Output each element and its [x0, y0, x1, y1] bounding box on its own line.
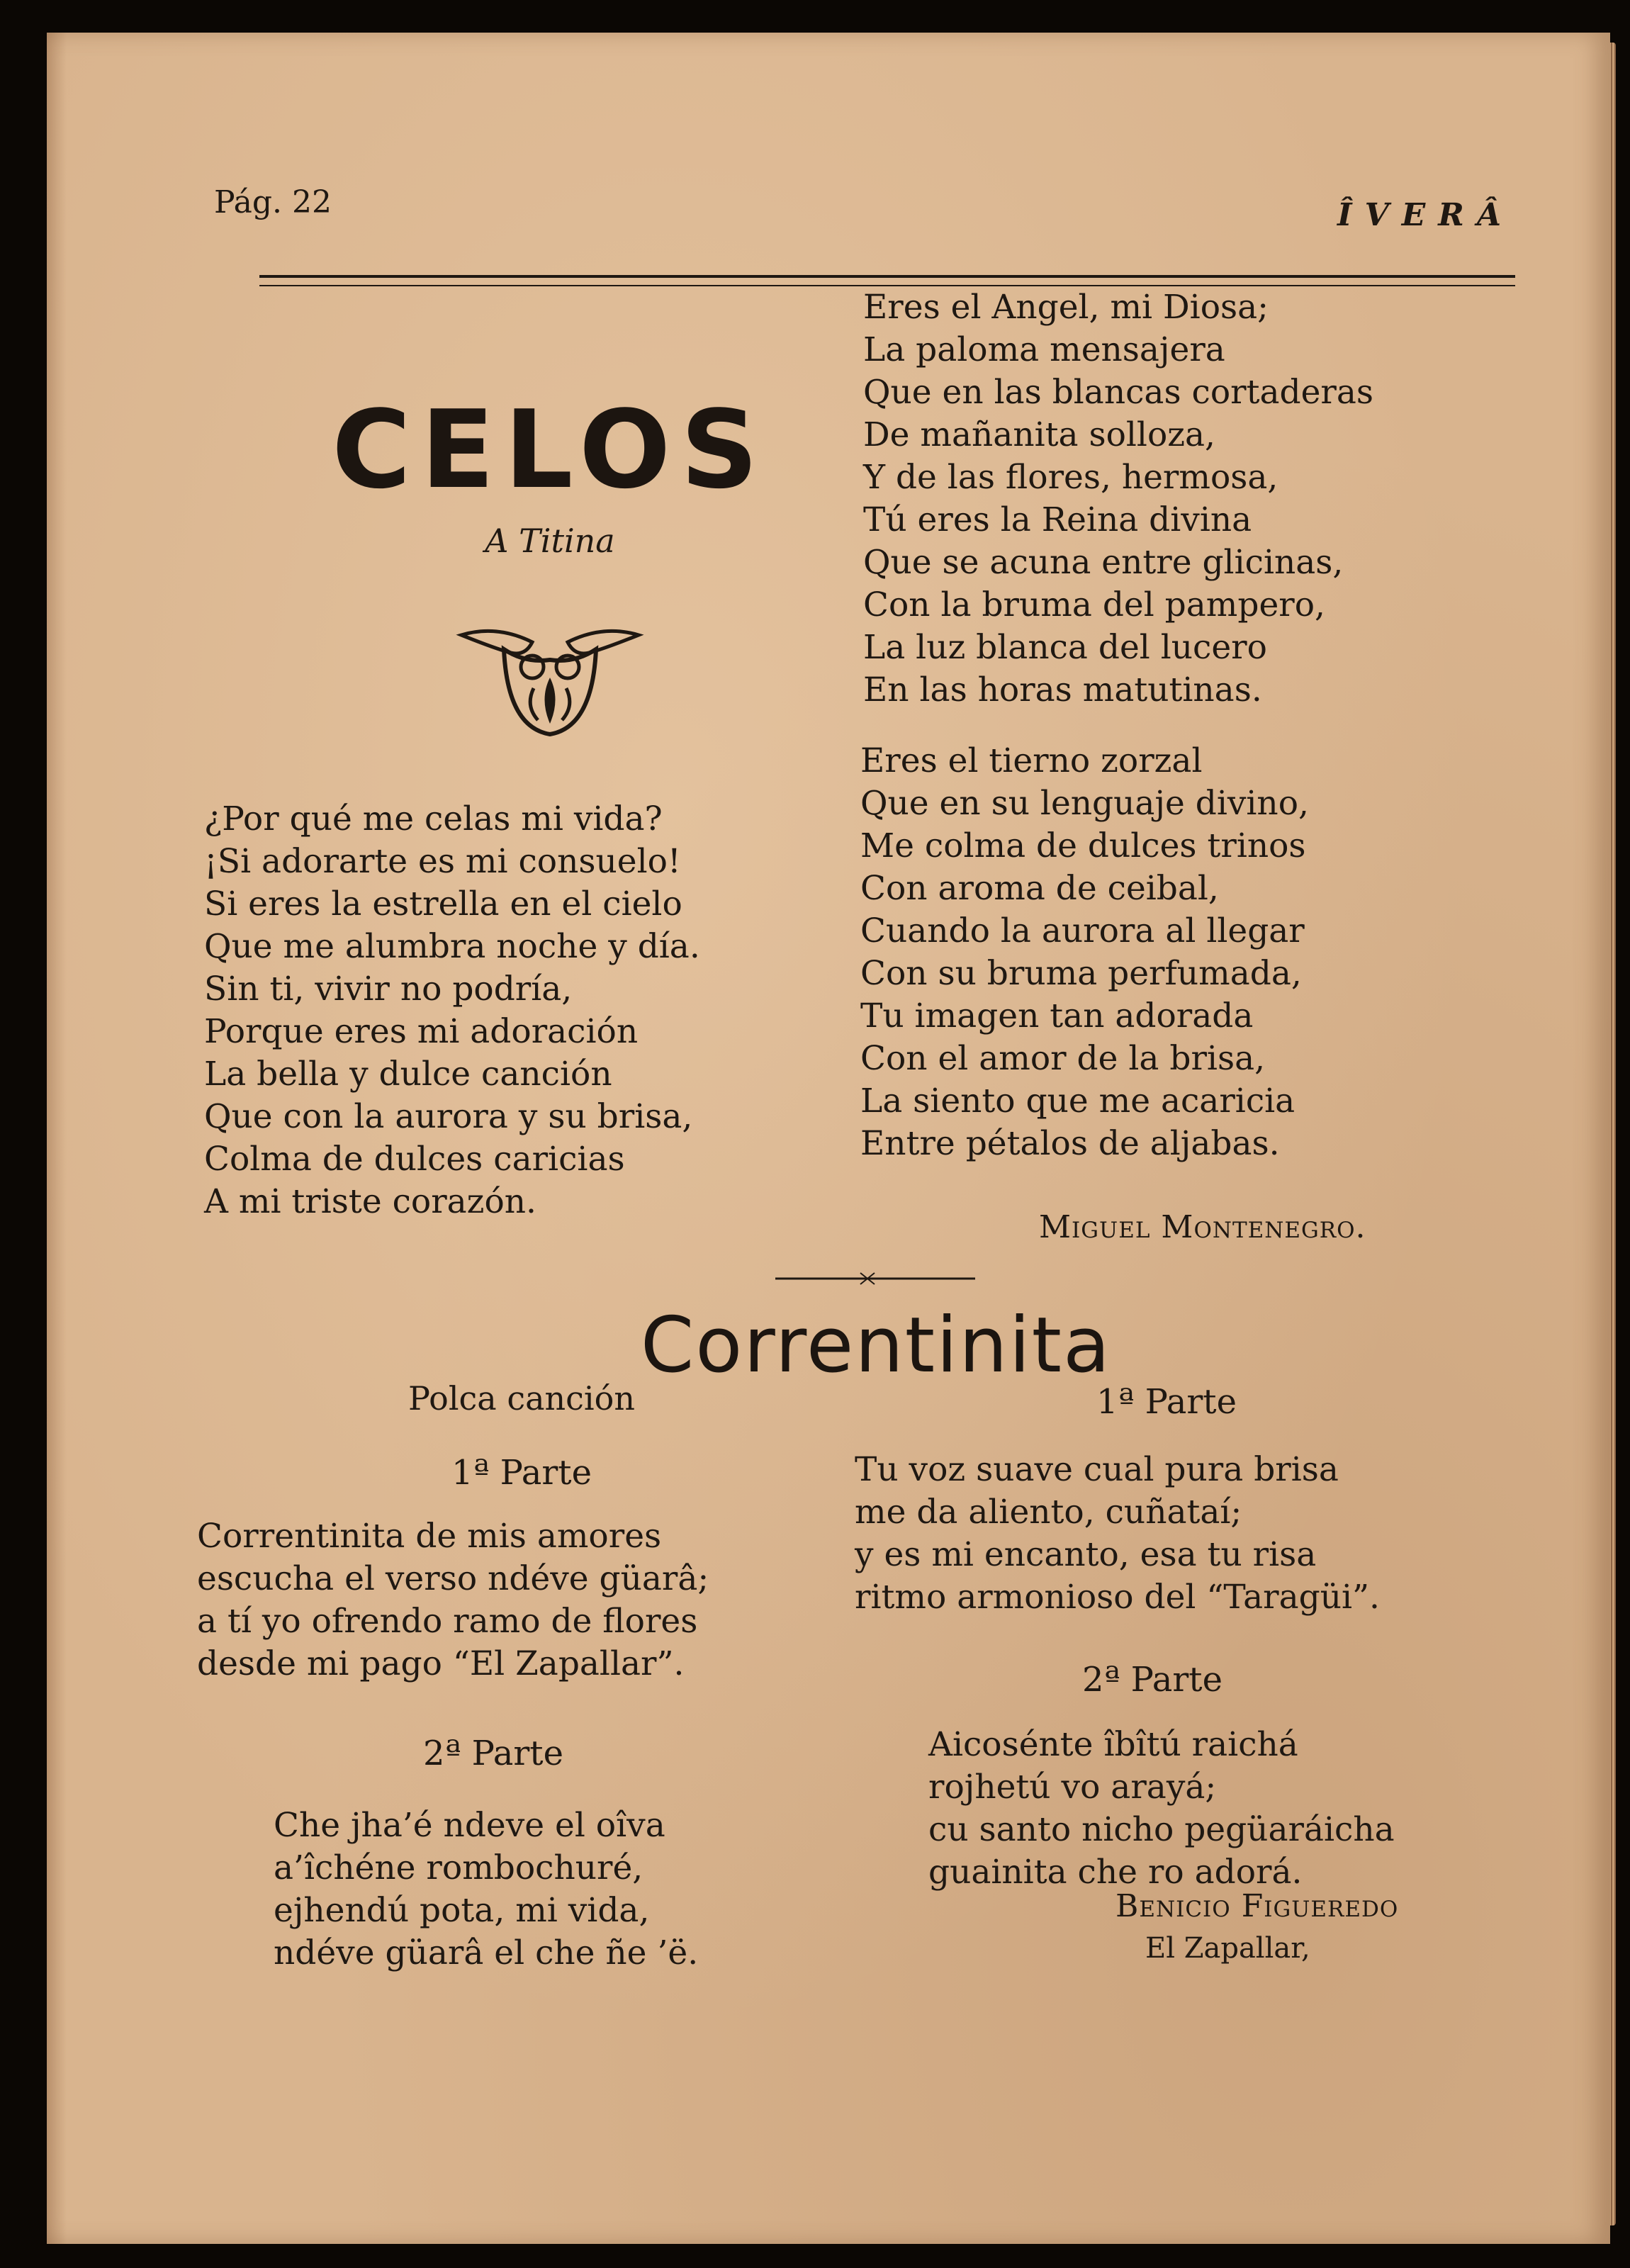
poem-line: Porque eres mi adoración: [204, 1012, 639, 1051]
page-number: Pág. 22: [214, 184, 332, 220]
poem-line: ¿Por qué me celas mi vida?: [204, 799, 663, 838]
song-line: rojhetú vo arayá;: [928, 1768, 1217, 1807]
poem-line: La siento que me acaricia: [860, 1082, 1295, 1121]
song-line: Correntinita de mis amores: [197, 1517, 662, 1556]
poem-line: Tu imagen tan adorada: [860, 997, 1254, 1035]
right-part2-verses: [928, 1724, 1395, 1894]
right-part2-label: 2ª Parte: [1082, 1660, 1222, 1700]
poem-line: Tú eres la Reina divina: [863, 500, 1252, 539]
celos-stanza-left: [204, 798, 700, 1223]
celos-stanza-right-2: [860, 740, 1309, 1165]
poem-title-celos: CELOS: [332, 387, 768, 512]
author-celos: Miguel Montenegro.: [1039, 1209, 1366, 1245]
poem-line: Con su bruma perfumada,: [860, 954, 1302, 993]
right-part1-verses: [855, 1449, 1380, 1619]
magazine-page: [47, 33, 1610, 2244]
poem-line: Eres el tierno zorzal: [860, 741, 1203, 780]
celos-stanza-right-1: [863, 286, 1373, 712]
song-line: ndéve güarâ el che ñe ’ë.: [274, 1933, 699, 1972]
left-part1-label: 1ª Parte: [451, 1453, 592, 1493]
left-part2-label: 2ª Parte: [423, 1734, 563, 1773]
poem-line: Con el amor de la brisa,: [860, 1039, 1266, 1078]
poem-line: Sin ti, vivir no podría,: [204, 970, 573, 1009]
poem-line: Que en su lenguaje divino,: [860, 784, 1309, 823]
song-line: desde mi pago “El Zapallar”.: [197, 1644, 685, 1683]
poem-line: Me colma de dulces trinos: [860, 826, 1306, 865]
header-rule-thick: [259, 275, 1515, 278]
song-line: escucha el verso ndéve güarâ;: [197, 1559, 709, 1598]
poem-line: Si eres la estrella en el cielo: [204, 885, 682, 924]
poem-line: Con la bruma del pampero,: [863, 585, 1325, 624]
song-line: cu santo nicho pegüaráicha: [928, 1810, 1395, 1849]
section-divider: [775, 1271, 975, 1286]
poem-line: Colma de dulces caricias: [204, 1140, 625, 1179]
poem-line: Y de las flores, hermosa,: [863, 458, 1278, 497]
poem-line: A mi triste corazón.: [204, 1182, 536, 1221]
song-title-correntinita: Correntinita: [640, 1301, 1112, 1390]
poem-line: Que se acuna entre glicinas,: [863, 543, 1344, 582]
poem-line: Que me alumbra noche y día.: [204, 927, 700, 966]
author-place: El Zapallar,: [1145, 1932, 1310, 1965]
poem-line: ¡Si adorarte es mi consuelo!: [204, 842, 681, 881]
song-line: ejhendú pota, mi vida,: [274, 1891, 650, 1930]
poem-line: La luz blanca del lucero: [863, 628, 1267, 667]
song-subtitle: Polca canción: [408, 1379, 635, 1418]
poem-line: Eres el Angel, mi Diosa;: [863, 288, 1269, 327]
poem-line: En las horas matutinas.: [863, 670, 1262, 709]
poem-dedication: A Titina: [485, 522, 615, 560]
song-line: guainita che ro adorá.: [928, 1853, 1303, 1892]
song-line: Che jha’é ndeve el oîva: [274, 1806, 665, 1845]
ornament-icon: [454, 621, 646, 741]
song-line: Tu voz suave cual pura brisa: [855, 1450, 1339, 1489]
song-line: Aicosénte îbîtú raichá: [928, 1725, 1298, 1764]
poem-line: Con aroma de ceibal,: [860, 869, 1219, 908]
poem-line: Entre pétalos de aljabas.: [860, 1124, 1280, 1163]
poem-line: De mañanita solloza,: [863, 415, 1215, 454]
left-part2-verses: [274, 1804, 698, 1975]
poem-line: Que con la aurora y su brisa,: [204, 1097, 693, 1136]
left-part1-verses: [197, 1515, 709, 1685]
poem-line: Cuando la aurora al llegar: [860, 911, 1305, 950]
song-line: me da aliento, cuñataí;: [855, 1493, 1242, 1532]
poem-line: La paloma mensajera: [863, 330, 1225, 369]
poem-line: La bella y dulce canción: [204, 1055, 612, 1094]
magazine-title: ÎVERÂ: [1337, 197, 1514, 233]
right-part1-label: 1ª Parte: [1096, 1382, 1237, 1422]
song-line: a tí yo ofrendo ramo de flores: [197, 1602, 698, 1641]
song-line: y es mi encanto, esa tu risa: [855, 1535, 1317, 1574]
song-line: a’îchéne rombochuré,: [274, 1848, 643, 1887]
poem-line: Que en las blancas cortaderas: [863, 373, 1374, 412]
author-correntinita: Benicio Figueredo: [1115, 1888, 1399, 1924]
song-line: ritmo armonioso del “Taragüi”.: [855, 1578, 1380, 1617]
